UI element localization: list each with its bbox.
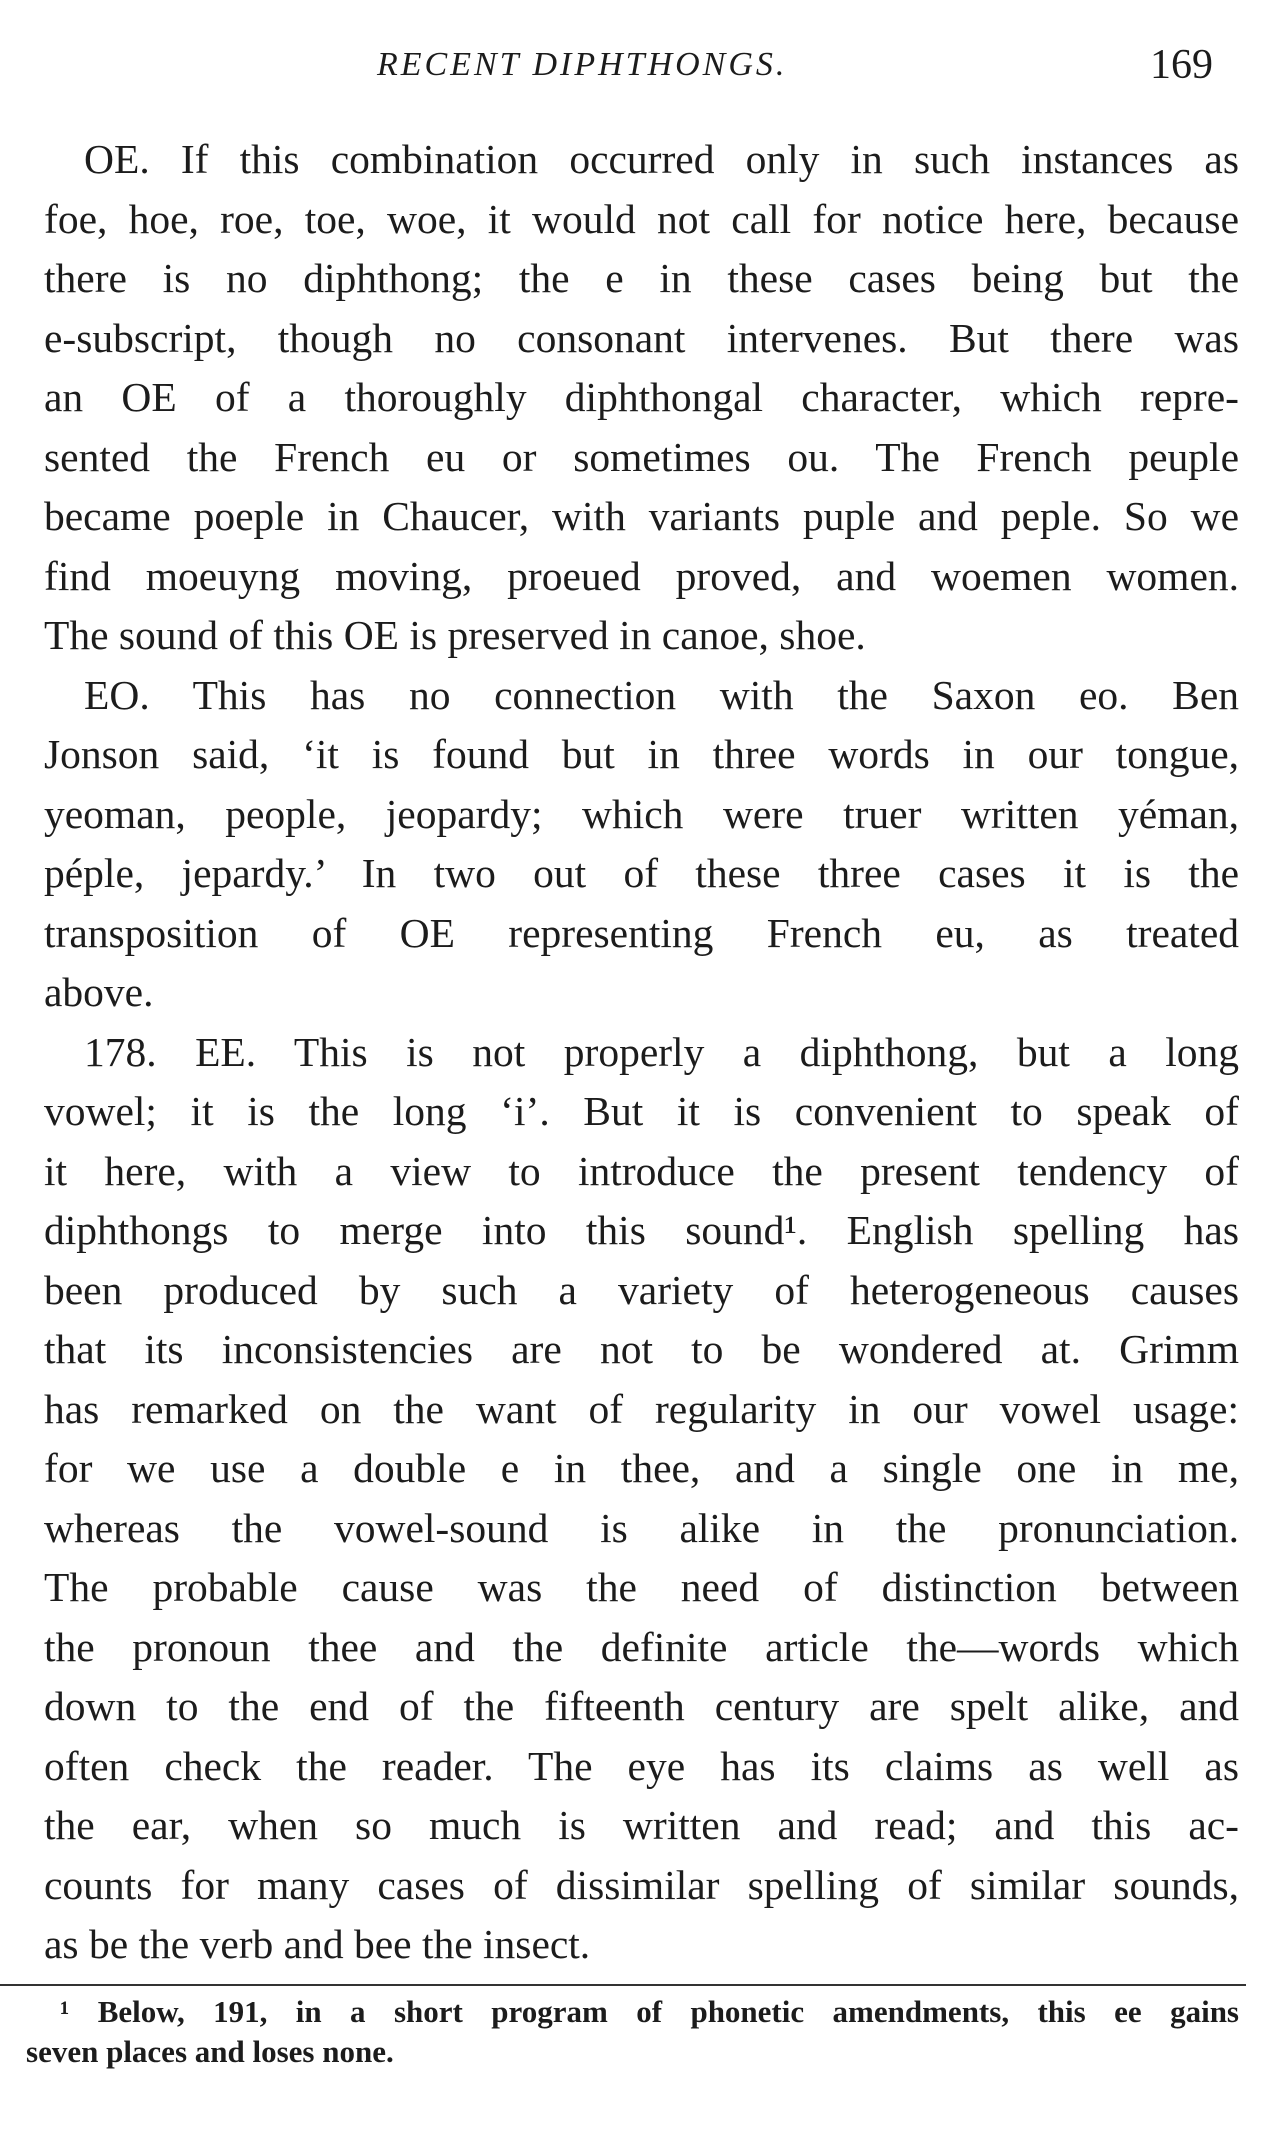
text-line: The sound of this OE is preserved in canoe, shoe. (44, 612, 866, 658)
text-line: been produced by such a variety of heterogeneous causes (44, 1266, 1239, 1313)
running-head (0, 40, 1278, 90)
text-line: find moeuyng moving, proeued proved, and woemen women. (44, 552, 1239, 599)
footnote-line: seven places and loses none. (26, 2034, 394, 2069)
text-line: there is no diphthong; the e in these cases being but the (44, 255, 1239, 301)
text-line: yeoman, people, jeopardy; which were truer written yéman, (44, 790, 1239, 837)
text-line: whereas the vowel-sound is alike in the pronunciation. (44, 1504, 1239, 1551)
text-line: above. (44, 969, 154, 1015)
footnote-rule (0, 1984, 1246, 1986)
text-line: that its inconsistencies are not to be wondered at. Grimm (44, 1326, 1239, 1372)
text-line: 178. EE. This is not properly a diphthong, but a long (84, 1028, 1239, 1075)
text-line: the pronoun thee and the definite article the—words which (44, 1623, 1239, 1670)
text-line: e-subscript, though no consonant intervenes. But there was (44, 314, 1239, 361)
text-line: foe, hoe, roe, toe, woe, it would not call for notice here, because (44, 195, 1239, 242)
text-line: sented the French eu or sometimes ou. The French peuple (44, 433, 1239, 480)
text-line: EO. This has no connection with the Saxon eo. Ben (84, 671, 1239, 718)
text-line: diphthongs to merge into this sound¹. English spelling has (44, 1207, 1239, 1253)
text-line: the ear, when so much is written and read; and this ac- (44, 1802, 1239, 1848)
text-line: an OE of a thoroughly diphthongal character, which repre- (44, 374, 1239, 420)
footnote (26, 1992, 1239, 2072)
running-title: RECENT DIPHTHONGS. (377, 46, 788, 83)
text-line: OE. If this combination occurred only in such instances as (84, 136, 1239, 182)
text-line: counts for many cases of dissimilar spelling of similar sounds, (44, 1861, 1239, 1908)
text-line: often check the reader. The eye has its claims as well as (44, 1742, 1239, 1789)
page-number: 169 (1150, 42, 1213, 88)
text-line: Jonson said, ‘it is found but in three words in our tongue, (44, 731, 1239, 777)
text-line: became poeple in Chaucer, with variants puple and peple. So we (44, 493, 1239, 539)
text-line: transposition of OE representing French eu, as treated (44, 909, 1239, 956)
text-line: vowel; it is the long ‘i’. But it is convenient to speak of (44, 1088, 1239, 1134)
text-line: for we use a double e in thee, and a single one in me, (44, 1445, 1239, 1491)
text-line: as be the verb and bee the insect. (44, 1921, 591, 1967)
body-text (44, 130, 1239, 1975)
text-line: has remarked on the want of regularity in our vowel usage: (44, 1385, 1239, 1432)
text-line: it here, with a view to introduce the present tendency of (44, 1147, 1239, 1194)
text-line: down to the end of the fifteenth century are spelt alike, and (44, 1683, 1239, 1729)
text-line: The probable cause was the need of distinction between (44, 1564, 1239, 1610)
footnote-line: ¹ Below, 191, in a short program of phonetic amendments, this ee gains (60, 1994, 1239, 2029)
text-line: péple, jepardy.’ In two out of these three cases it is the (44, 850, 1239, 896)
